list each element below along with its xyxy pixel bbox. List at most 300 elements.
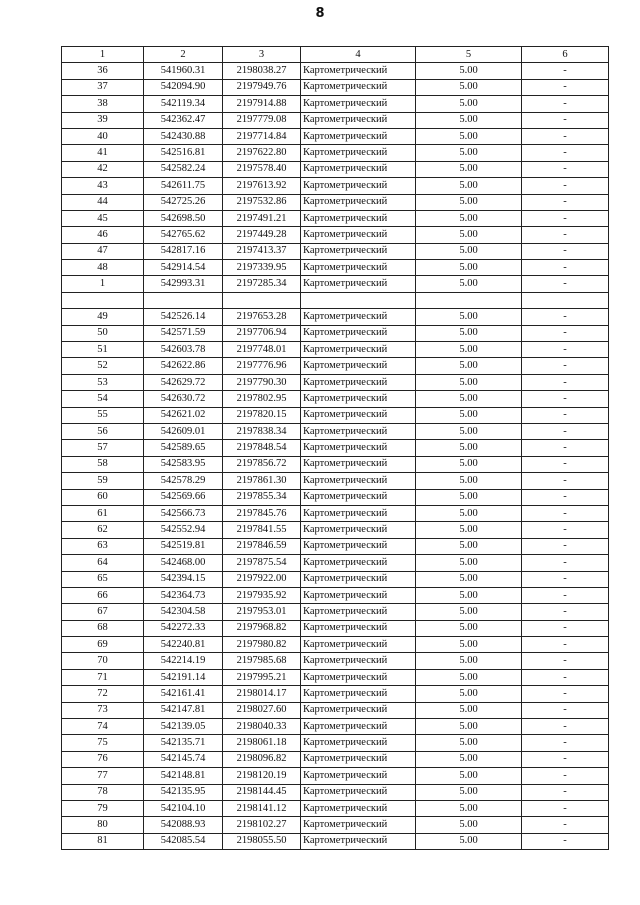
cell-x-coordinate: 542085.54 bbox=[144, 833, 223, 849]
cell-y-coordinate: 2197953.01 bbox=[223, 604, 301, 620]
cell-y-coordinate: 2198141.12 bbox=[223, 800, 301, 816]
cell-y-coordinate: 2197875.54 bbox=[223, 555, 301, 571]
table-row bbox=[62, 456, 609, 472]
cell-y-coordinate: 2197622.80 bbox=[223, 145, 301, 161]
cell-accuracy: 5.00 bbox=[416, 473, 522, 489]
cell-note: - bbox=[522, 735, 609, 751]
cell-x-coordinate: 542519.81 bbox=[144, 538, 223, 554]
cell-method: Картометрический bbox=[301, 243, 416, 259]
cell-point-number: 49 bbox=[62, 309, 144, 325]
cell-y-coordinate: 2197949.76 bbox=[223, 79, 301, 95]
cell-x-coordinate: 542135.71 bbox=[144, 735, 223, 751]
cell-point-number: 72 bbox=[62, 686, 144, 702]
column-header-x: 2 bbox=[144, 47, 223, 63]
cell-method: Картометрический bbox=[301, 342, 416, 358]
cell-accuracy: 5.00 bbox=[416, 669, 522, 685]
cell-x-coordinate: 542214.19 bbox=[144, 653, 223, 669]
cell-method: Картометрический bbox=[301, 833, 416, 849]
cell-point-number: 41 bbox=[62, 145, 144, 161]
cell-point-number: 42 bbox=[62, 161, 144, 177]
cell-y-coordinate: 2197995.21 bbox=[223, 669, 301, 685]
cell-method: Картометрический bbox=[301, 620, 416, 636]
cell-y-coordinate: 2198038.27 bbox=[223, 63, 301, 79]
coordinates-table bbox=[61, 46, 609, 850]
cell-x-coordinate: 542725.26 bbox=[144, 194, 223, 210]
cell-note: - bbox=[522, 587, 609, 603]
cell-method: Картометрический bbox=[301, 768, 416, 784]
cell-method: Картометрический bbox=[301, 489, 416, 505]
cell-y-coordinate: 2197841.55 bbox=[223, 522, 301, 538]
cell-method: Картометрический bbox=[301, 522, 416, 538]
table-row bbox=[62, 325, 609, 341]
cell-method: Картометрический bbox=[301, 210, 416, 226]
table-row bbox=[62, 96, 609, 112]
cell-method: Картометрический bbox=[301, 800, 416, 816]
cell-note: - bbox=[522, 538, 609, 554]
column-header-point: 1 bbox=[62, 47, 144, 63]
cell-note: - bbox=[522, 473, 609, 489]
cell-note: - bbox=[522, 800, 609, 816]
cell-x-coordinate: 542088.93 bbox=[144, 817, 223, 833]
cell-y-coordinate: 2198027.60 bbox=[223, 702, 301, 718]
cell-accuracy: 5.00 bbox=[416, 768, 522, 784]
cell-note: - bbox=[522, 210, 609, 226]
cell-accuracy: 5.00 bbox=[416, 522, 522, 538]
cell-note: - bbox=[522, 309, 609, 325]
cell-y-coordinate: 2197706.94 bbox=[223, 325, 301, 341]
cell-x-coordinate: 542362.47 bbox=[144, 112, 223, 128]
cell-accuracy: 5.00 bbox=[416, 833, 522, 849]
cell-x-coordinate: 542629.72 bbox=[144, 374, 223, 390]
cell-x-coordinate: 542240.81 bbox=[144, 637, 223, 653]
cell-x-coordinate: 542609.01 bbox=[144, 423, 223, 439]
cell-method: Картометрический bbox=[301, 260, 416, 276]
cell-method: Картометрический bbox=[301, 194, 416, 210]
cell-y-coordinate: 2197985.68 bbox=[223, 653, 301, 669]
cell-accuracy: 5.00 bbox=[416, 178, 522, 194]
cell-point-number: 46 bbox=[62, 227, 144, 243]
cell-method: Картометрический bbox=[301, 735, 416, 751]
cell-point-number: 56 bbox=[62, 423, 144, 439]
column-header-note: 6 bbox=[522, 47, 609, 63]
cell-note: - bbox=[522, 178, 609, 194]
cell-point-number: 40 bbox=[62, 128, 144, 144]
cell-y-coordinate: 2197838.34 bbox=[223, 423, 301, 439]
column-header-method: 4 bbox=[301, 47, 416, 63]
cell-note: - bbox=[522, 620, 609, 636]
cell-accuracy: 5.00 bbox=[416, 440, 522, 456]
cell-point-number: 77 bbox=[62, 768, 144, 784]
cell-y-coordinate: 2197285.34 bbox=[223, 276, 301, 292]
cell-point-number: 74 bbox=[62, 719, 144, 735]
cell-x-coordinate: 542139.05 bbox=[144, 719, 223, 735]
cell-accuracy: 5.00 bbox=[416, 276, 522, 292]
cell-x-coordinate: 542698.50 bbox=[144, 210, 223, 226]
cell-note: - bbox=[522, 194, 609, 210]
cell-accuracy: 5.00 bbox=[416, 735, 522, 751]
cell-method: Картометрический bbox=[301, 817, 416, 833]
cell-accuracy: 5.00 bbox=[416, 210, 522, 226]
cell-y-coordinate: 2198061.18 bbox=[223, 735, 301, 751]
cell-point-number: 48 bbox=[62, 260, 144, 276]
cell-point-number: 76 bbox=[62, 751, 144, 767]
table-header-row bbox=[62, 47, 609, 63]
cell-note: - bbox=[522, 407, 609, 423]
cell-accuracy bbox=[416, 292, 522, 308]
cell-x-coordinate: 542622.86 bbox=[144, 358, 223, 374]
cell-point-number: 62 bbox=[62, 522, 144, 538]
cell-note bbox=[522, 292, 609, 308]
cell-note: - bbox=[522, 374, 609, 390]
cell-y-coordinate: 2198040.33 bbox=[223, 719, 301, 735]
cell-x-coordinate: 542603.78 bbox=[144, 342, 223, 358]
cell-accuracy: 5.00 bbox=[416, 358, 522, 374]
cell-point-number: 63 bbox=[62, 538, 144, 554]
column-header-y: 3 bbox=[223, 47, 301, 63]
cell-method: Картометрический bbox=[301, 358, 416, 374]
cell-x-coordinate: 542148.81 bbox=[144, 768, 223, 784]
table-row bbox=[62, 260, 609, 276]
cell-x-coordinate: 542765.62 bbox=[144, 227, 223, 243]
cell-note: - bbox=[522, 505, 609, 521]
cell-point-number: 36 bbox=[62, 63, 144, 79]
cell-accuracy: 5.00 bbox=[416, 325, 522, 341]
cell-x-coordinate: 542526.14 bbox=[144, 309, 223, 325]
cell-note: - bbox=[522, 342, 609, 358]
cell-point-number: 61 bbox=[62, 505, 144, 521]
table-row bbox=[62, 686, 609, 702]
cell-x-coordinate: 542993.31 bbox=[144, 276, 223, 292]
cell-point-number: 60 bbox=[62, 489, 144, 505]
table-row bbox=[62, 604, 609, 620]
cell-accuracy: 5.00 bbox=[416, 538, 522, 554]
cell-accuracy: 5.00 bbox=[416, 784, 522, 800]
table-row bbox=[62, 784, 609, 800]
cell-point-number: 59 bbox=[62, 473, 144, 489]
table-row bbox=[62, 227, 609, 243]
cell-point-number: 80 bbox=[62, 817, 144, 833]
table-row bbox=[62, 342, 609, 358]
cell-note: - bbox=[522, 751, 609, 767]
cell-note: - bbox=[522, 260, 609, 276]
table-row bbox=[62, 145, 609, 161]
cell-method: Картометрический bbox=[301, 145, 416, 161]
cell-method: Картометрический bbox=[301, 112, 416, 128]
cell-method: Картометрический bbox=[301, 538, 416, 554]
table-row bbox=[62, 161, 609, 177]
cell-point-number: 70 bbox=[62, 653, 144, 669]
cell-accuracy: 5.00 bbox=[416, 161, 522, 177]
cell-y-coordinate: 2198096.82 bbox=[223, 751, 301, 767]
cell-note: - bbox=[522, 325, 609, 341]
cell-method: Картометрический bbox=[301, 505, 416, 521]
cell-note: - bbox=[522, 686, 609, 702]
table-row bbox=[62, 505, 609, 521]
cell-x-coordinate bbox=[144, 292, 223, 308]
cell-method: Картометрический bbox=[301, 686, 416, 702]
cell-x-coordinate: 542583.95 bbox=[144, 456, 223, 472]
cell-x-coordinate: 542364.73 bbox=[144, 587, 223, 603]
cell-accuracy: 5.00 bbox=[416, 309, 522, 325]
cell-y-coordinate: 2197846.59 bbox=[223, 538, 301, 554]
cell-point-number: 44 bbox=[62, 194, 144, 210]
table-row bbox=[62, 653, 609, 669]
cell-note: - bbox=[522, 489, 609, 505]
cell-method: Картометрический bbox=[301, 423, 416, 439]
cell-y-coordinate: 2197748.01 bbox=[223, 342, 301, 358]
cell-y-coordinate: 2197914.88 bbox=[223, 96, 301, 112]
cell-y-coordinate: 2197935.92 bbox=[223, 587, 301, 603]
cell-method: Картометрический bbox=[301, 63, 416, 79]
cell-accuracy: 5.00 bbox=[416, 456, 522, 472]
cell-x-coordinate: 542582.24 bbox=[144, 161, 223, 177]
table-row bbox=[62, 751, 609, 767]
cell-y-coordinate: 2197449.28 bbox=[223, 227, 301, 243]
cell-note: - bbox=[522, 440, 609, 456]
cell-method: Картометрический bbox=[301, 669, 416, 685]
table-row bbox=[62, 391, 609, 407]
table-row bbox=[62, 63, 609, 79]
cell-x-coordinate: 542272.33 bbox=[144, 620, 223, 636]
table-row bbox=[62, 489, 609, 505]
cell-point-number: 75 bbox=[62, 735, 144, 751]
cell-note: - bbox=[522, 276, 609, 292]
cell-point-number: 71 bbox=[62, 669, 144, 685]
cell-note: - bbox=[522, 702, 609, 718]
cell-method: Картометрический bbox=[301, 456, 416, 472]
table-row bbox=[62, 702, 609, 718]
cell-x-coordinate: 542571.59 bbox=[144, 325, 223, 341]
cell-note: - bbox=[522, 96, 609, 112]
cell-note: - bbox=[522, 719, 609, 735]
cell-accuracy: 5.00 bbox=[416, 243, 522, 259]
cell-point-number: 81 bbox=[62, 833, 144, 849]
cell-x-coordinate: 542578.29 bbox=[144, 473, 223, 489]
cell-point-number: 51 bbox=[62, 342, 144, 358]
cell-accuracy: 5.00 bbox=[416, 800, 522, 816]
table-row bbox=[62, 538, 609, 554]
cell-y-coordinate: 2198102.27 bbox=[223, 817, 301, 833]
cell-y-coordinate: 2197578.40 bbox=[223, 161, 301, 177]
cell-y-coordinate: 2198055.50 bbox=[223, 833, 301, 849]
table-row bbox=[62, 292, 609, 308]
table-row bbox=[62, 719, 609, 735]
table-row bbox=[62, 800, 609, 816]
cell-note: - bbox=[522, 833, 609, 849]
cell-note: - bbox=[522, 79, 609, 95]
cell-accuracy: 5.00 bbox=[416, 227, 522, 243]
cell-point-number: 54 bbox=[62, 391, 144, 407]
cell-note: - bbox=[522, 112, 609, 128]
cell-method: Картометрический bbox=[301, 374, 416, 390]
cell-point-number: 64 bbox=[62, 555, 144, 571]
cell-x-coordinate: 542147.81 bbox=[144, 702, 223, 718]
cell-method: Картометрический bbox=[301, 555, 416, 571]
column-header-accuracy: 5 bbox=[416, 47, 522, 63]
cell-method: Картометрический bbox=[301, 571, 416, 587]
cell-point-number: 69 bbox=[62, 637, 144, 653]
cell-y-coordinate bbox=[223, 292, 301, 308]
cell-point-number: 58 bbox=[62, 456, 144, 472]
cell-y-coordinate: 2197861.30 bbox=[223, 473, 301, 489]
cell-point-number: 52 bbox=[62, 358, 144, 374]
cell-note: - bbox=[522, 555, 609, 571]
table-row bbox=[62, 112, 609, 128]
cell-x-coordinate: 542145.74 bbox=[144, 751, 223, 767]
cell-accuracy: 5.00 bbox=[416, 702, 522, 718]
cell-point-number: 68 bbox=[62, 620, 144, 636]
cell-point-number: 65 bbox=[62, 571, 144, 587]
cell-note: - bbox=[522, 227, 609, 243]
cell-note: - bbox=[522, 391, 609, 407]
table-row bbox=[62, 555, 609, 571]
cell-x-coordinate: 542468.00 bbox=[144, 555, 223, 571]
cell-y-coordinate: 2197855.34 bbox=[223, 489, 301, 505]
cell-accuracy: 5.00 bbox=[416, 342, 522, 358]
cell-method: Картометрический bbox=[301, 276, 416, 292]
cell-method: Картометрический bbox=[301, 325, 416, 341]
cell-note: - bbox=[522, 63, 609, 79]
cell-accuracy: 5.00 bbox=[416, 719, 522, 735]
cell-x-coordinate: 542611.75 bbox=[144, 178, 223, 194]
cell-x-coordinate: 542304.58 bbox=[144, 604, 223, 620]
cell-accuracy: 5.00 bbox=[416, 63, 522, 79]
cell-method: Картометрический bbox=[301, 161, 416, 177]
cell-x-coordinate: 542119.34 bbox=[144, 96, 223, 112]
table-row bbox=[62, 423, 609, 439]
table-row bbox=[62, 833, 609, 849]
cell-method: Картометрический bbox=[301, 604, 416, 620]
cell-point-number: 39 bbox=[62, 112, 144, 128]
table-row bbox=[62, 178, 609, 194]
cell-y-coordinate: 2197714.84 bbox=[223, 128, 301, 144]
cell-y-coordinate: 2197653.28 bbox=[223, 309, 301, 325]
cell-y-coordinate: 2197802.95 bbox=[223, 391, 301, 407]
cell-point-number: 50 bbox=[62, 325, 144, 341]
cell-method: Картометрический bbox=[301, 407, 416, 423]
table-row bbox=[62, 358, 609, 374]
page-number: 8 bbox=[315, 6, 325, 21]
table-row bbox=[62, 374, 609, 390]
cell-y-coordinate: 2197491.21 bbox=[223, 210, 301, 226]
cell-accuracy: 5.00 bbox=[416, 407, 522, 423]
cell-point-number: 73 bbox=[62, 702, 144, 718]
cell-point-number: 78 bbox=[62, 784, 144, 800]
table-row bbox=[62, 768, 609, 784]
table-body bbox=[62, 63, 609, 850]
cell-y-coordinate: 2197779.08 bbox=[223, 112, 301, 128]
cell-x-coordinate: 542430.88 bbox=[144, 128, 223, 144]
cell-method: Картометрический bbox=[301, 784, 416, 800]
cell-note: - bbox=[522, 128, 609, 144]
cell-accuracy: 5.00 bbox=[416, 145, 522, 161]
cell-method: Картометрический bbox=[301, 391, 416, 407]
cell-accuracy: 5.00 bbox=[416, 620, 522, 636]
cell-x-coordinate: 542191.14 bbox=[144, 669, 223, 685]
cell-accuracy: 5.00 bbox=[416, 587, 522, 603]
table-row bbox=[62, 128, 609, 144]
cell-accuracy: 5.00 bbox=[416, 374, 522, 390]
cell-point-number: 45 bbox=[62, 210, 144, 226]
cell-accuracy: 5.00 bbox=[416, 489, 522, 505]
cell-method: Картометрический bbox=[301, 96, 416, 112]
table-row bbox=[62, 210, 609, 226]
cell-x-coordinate: 542135.95 bbox=[144, 784, 223, 800]
table-row bbox=[62, 243, 609, 259]
table-row bbox=[62, 817, 609, 833]
cell-note: - bbox=[522, 604, 609, 620]
cell-method: Картометрический bbox=[301, 178, 416, 194]
cell-accuracy: 5.00 bbox=[416, 637, 522, 653]
cell-note: - bbox=[522, 243, 609, 259]
cell-accuracy: 5.00 bbox=[416, 505, 522, 521]
cell-accuracy: 5.00 bbox=[416, 391, 522, 407]
table-row bbox=[62, 276, 609, 292]
cell-accuracy: 5.00 bbox=[416, 817, 522, 833]
cell-y-coordinate: 2197532.86 bbox=[223, 194, 301, 210]
cell-y-coordinate: 2198014.17 bbox=[223, 686, 301, 702]
cell-x-coordinate: 542394.15 bbox=[144, 571, 223, 587]
cell-x-coordinate: 542817.16 bbox=[144, 243, 223, 259]
cell-point-number: 67 bbox=[62, 604, 144, 620]
cell-y-coordinate: 2197820.15 bbox=[223, 407, 301, 423]
cell-point-number: 37 bbox=[62, 79, 144, 95]
cell-x-coordinate: 542569.66 bbox=[144, 489, 223, 505]
cell-method: Картометрический bbox=[301, 79, 416, 95]
cell-accuracy: 5.00 bbox=[416, 128, 522, 144]
cell-method: Картометрический bbox=[301, 637, 416, 653]
cell-point-number: 79 bbox=[62, 800, 144, 816]
cell-y-coordinate: 2197776.96 bbox=[223, 358, 301, 374]
cell-accuracy: 5.00 bbox=[416, 686, 522, 702]
table-row bbox=[62, 79, 609, 95]
cell-note: - bbox=[522, 145, 609, 161]
table-row bbox=[62, 735, 609, 751]
cell-note: - bbox=[522, 817, 609, 833]
cell-accuracy: 5.00 bbox=[416, 260, 522, 276]
cell-note: - bbox=[522, 423, 609, 439]
cell-x-coordinate: 542094.90 bbox=[144, 79, 223, 95]
table-row bbox=[62, 637, 609, 653]
table-row bbox=[62, 620, 609, 636]
cell-method: Картометрический bbox=[301, 309, 416, 325]
cell-accuracy: 5.00 bbox=[416, 423, 522, 439]
table-row bbox=[62, 194, 609, 210]
table-row bbox=[62, 571, 609, 587]
table-row bbox=[62, 309, 609, 325]
cell-point-number: 43 bbox=[62, 178, 144, 194]
cell-x-coordinate: 542161.41 bbox=[144, 686, 223, 702]
cell-accuracy: 5.00 bbox=[416, 112, 522, 128]
cell-method: Картометрический bbox=[301, 719, 416, 735]
cell-point-number: 38 bbox=[62, 96, 144, 112]
cell-accuracy: 5.00 bbox=[416, 751, 522, 767]
cell-y-coordinate: 2197968.82 bbox=[223, 620, 301, 636]
cell-note: - bbox=[522, 161, 609, 177]
table-row bbox=[62, 407, 609, 423]
cell-point-number: 55 bbox=[62, 407, 144, 423]
table-row bbox=[62, 522, 609, 538]
cell-point-number: 57 bbox=[62, 440, 144, 456]
cell-y-coordinate: 2197790.30 bbox=[223, 374, 301, 390]
cell-x-coordinate: 542516.81 bbox=[144, 145, 223, 161]
cell-point-number: 47 bbox=[62, 243, 144, 259]
table-row bbox=[62, 587, 609, 603]
cell-point-number bbox=[62, 292, 144, 308]
cell-y-coordinate: 2197980.82 bbox=[223, 637, 301, 653]
cell-accuracy: 5.00 bbox=[416, 604, 522, 620]
cell-note: - bbox=[522, 637, 609, 653]
